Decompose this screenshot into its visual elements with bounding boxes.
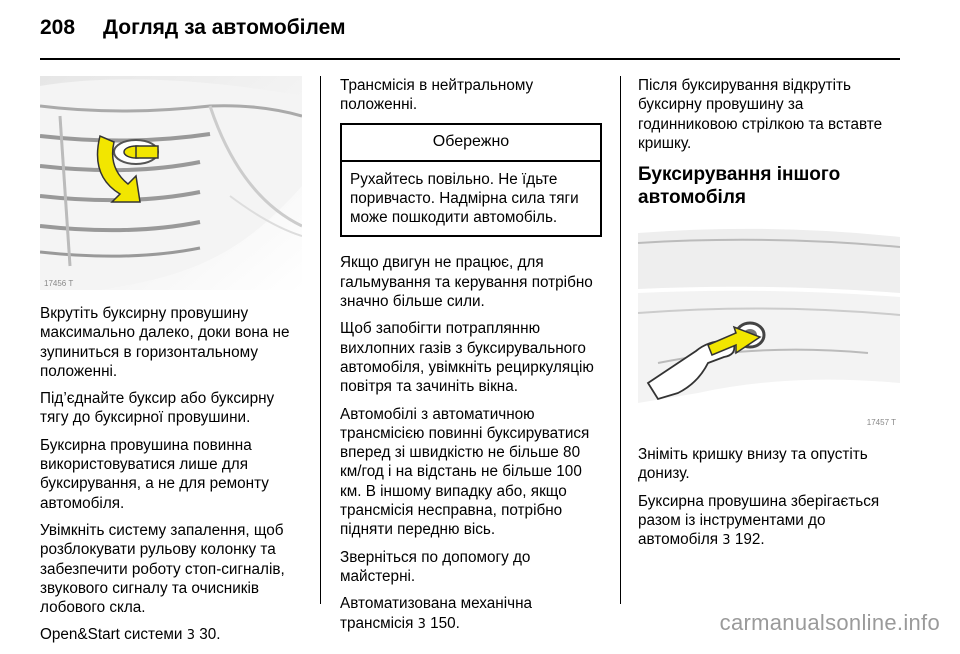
column-divider-2 (620, 76, 621, 604)
xref-text: Автоматизована механічна трансмісія (340, 595, 533, 632)
paragraph: Після буксирування відкрутіть буксирну провушину за годинниковою стрілкою та вставте кришку. (638, 77, 883, 152)
cross-reference[interactable] (638, 492, 900, 551)
xref-text: Буксирна провушина зберігається разом із інструментами до автомобіля (638, 492, 880, 549)
column-2 (340, 76, 602, 642)
cross-reference[interactable] (40, 625, 298, 645)
xref-page: 150. (430, 614, 460, 632)
xref-text: Open&Start системи (40, 626, 183, 644)
caution-text: Рухайтесь повільно. Не їдьте поривчасто. Надмірна сила тяги може пошкодити автомобіль. (350, 170, 579, 227)
section-title: Буксирування іншого автомобіля (638, 164, 841, 209)
figure-rear-tow-eye (638, 223, 900, 429)
paragraph: Автомобілі з автоматичною трансмісією повинні буксируватися вперед зі швидкістю не більше 80 км/год і на відстань не більше 100 км. В іншому випадку або, якщо трансмісія несправна, потрібно підняти передню вісь. (340, 405, 590, 539)
figure-tow-eye-install (40, 76, 302, 290)
tow-eye-install-illustration (40, 76, 302, 290)
paragraph: Вкрутіть буксирну провушину максимально далеко, доки вона не зупиниться в горизонтальному положенні. (40, 305, 290, 380)
paragraph: Якщо двигун не працює, для гальмування та керування потрібно значно більше сили. (340, 254, 593, 311)
rear-tow-eye-illustration (638, 223, 900, 429)
figure-code: 17457 T (866, 418, 896, 428)
cross-reference[interactable] (340, 594, 602, 634)
xref-page: 192. (734, 531, 765, 549)
column-3 (638, 76, 900, 559)
column-1 (40, 76, 298, 654)
paragraph: Буксирна провушина повинна використовуватися лише для буксирування, а не для ремонту автомобіля. (40, 436, 269, 512)
column-divider-1 (320, 76, 321, 604)
paragraph: Щоб запобігти потраплянню вихлопних газів з буксирувального автомобіля, увімкніть рециркуляцію повітря та зачиніть вікна. (340, 320, 594, 396)
xref-arrow-icon: 3 (417, 616, 426, 632)
page-header (40, 16, 346, 50)
paragraph: Трансмісія в нейтральному положенні. (340, 77, 534, 114)
caution-title: Обережно (342, 125, 600, 162)
paragraph: Зверніться по допомогу до майстерні. (340, 548, 531, 585)
caution-box (340, 123, 602, 238)
paragraph: Зніміть кришку внизу та опустіть донизу. (638, 446, 868, 483)
figure-code: 17456 T (44, 279, 74, 288)
xref-page: 30. (199, 626, 221, 644)
watermark: carmanualsonline.info (719, 610, 940, 635)
page-title: Догляд за автомобілем (103, 16, 346, 39)
xref-arrow-icon: 3 (186, 628, 195, 644)
paragraph: Під’єднайте буксир або буксирну тягу до буксирної провушини. (40, 390, 275, 427)
xref-arrow-icon: 3 (722, 533, 731, 549)
page-number: 208 (40, 16, 76, 39)
header-rule (40, 58, 900, 60)
paragraph: Увімкніть систему запалення, щоб розблокувати рульову колонку та забезпечити роботу стоп-сигналів, звукового сигналу та очисників лобового скла. (40, 521, 285, 617)
